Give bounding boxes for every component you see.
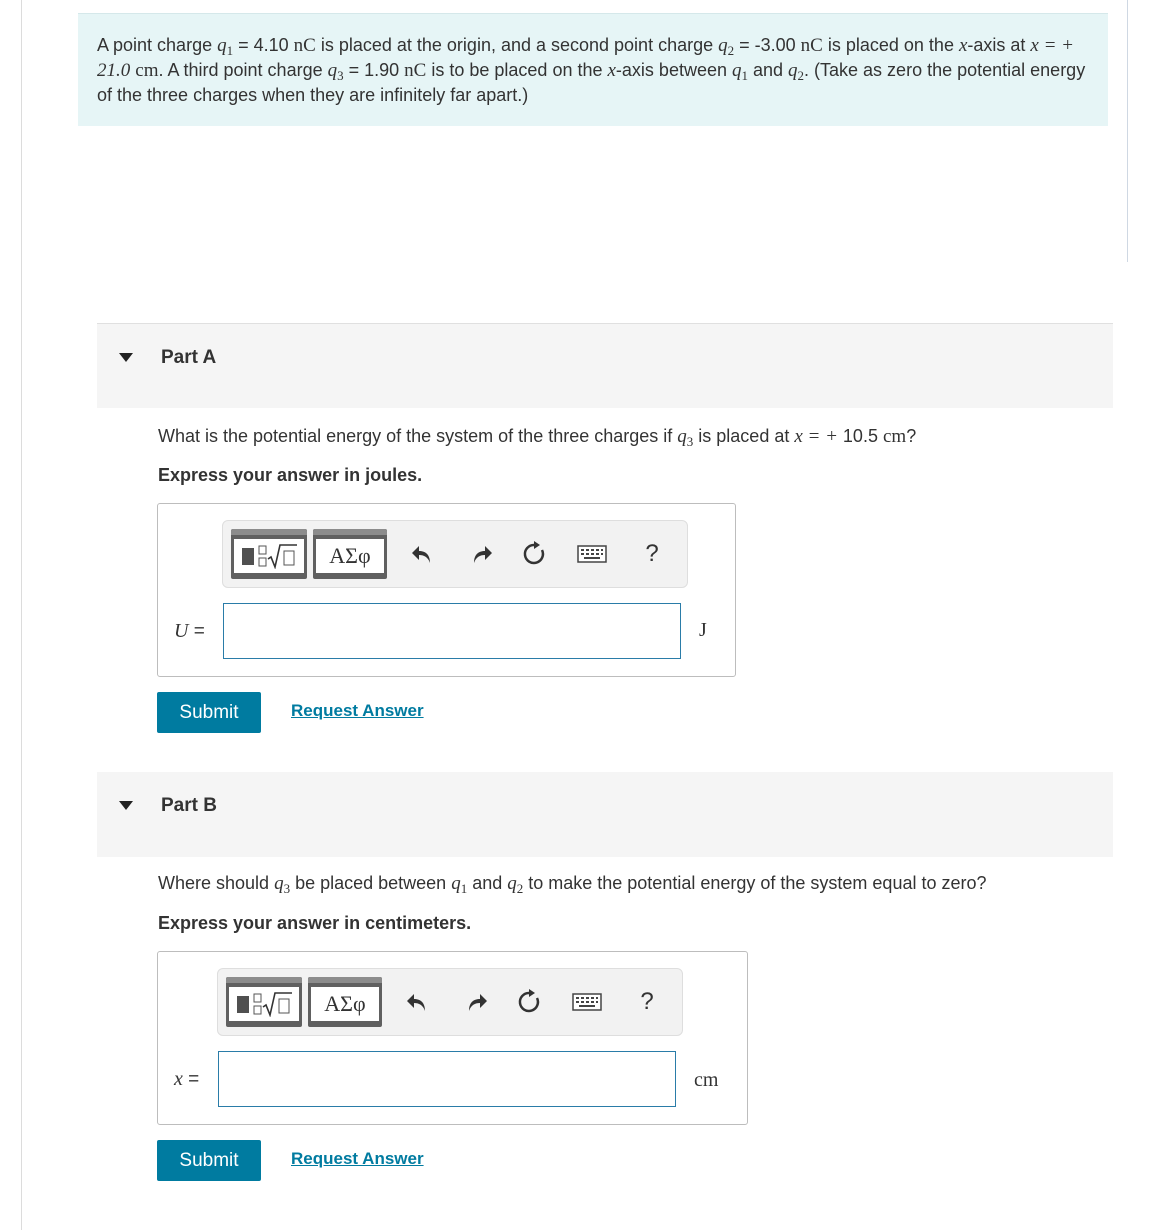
reset-icon[interactable] <box>519 539 549 569</box>
part-a-title: Part A <box>161 347 217 368</box>
math-toolbar <box>217 968 683 1036</box>
math-toolbar <box>222 520 688 588</box>
answer-input[interactable] <box>223 603 681 659</box>
greek-symbols-button[interactable]: ΑΣφ <box>308 977 382 1027</box>
keyboard-icon[interactable] <box>577 539 607 569</box>
request-answer-link[interactable]: Request Answer <box>291 1149 424 1168</box>
part-b-title: Part B <box>161 795 217 816</box>
answer-label: x = <box>174 1068 200 1090</box>
collapse-triangle-icon[interactable] <box>119 801 133 810</box>
submit-button[interactable]: Submit <box>157 692 261 733</box>
part-a-answer-box <box>157 503 736 677</box>
undo-icon[interactable] <box>407 539 437 569</box>
part-b-question: Where should $q_3$ be placed between $q_1$ and $q_2$ to make the potential energy of the system equal to zero? <box>158 873 987 896</box>
templates-button[interactable] <box>231 529 307 579</box>
radical-template-icon <box>253 991 293 1017</box>
part-b-instruction: Express your answer in centimeters. <box>158 913 472 933</box>
greek-symbols-button[interactable]: ΑΣφ <box>313 529 387 579</box>
help-icon[interactable]: ? <box>645 540 659 567</box>
answer-input[interactable] <box>218 1051 676 1107</box>
request-answer-link[interactable]: Request Answer <box>291 701 424 720</box>
part-b-header[interactable] <box>97 772 1113 857</box>
redo-icon[interactable] <box>467 539 497 569</box>
keyboard-icon[interactable] <box>572 987 602 1017</box>
part-a-question: What is the potential energy of the system of the three charges if $q_3$ is placed at x = + 10.5 cm? <box>158 426 917 449</box>
undo-icon[interactable] <box>402 987 432 1017</box>
help-icon[interactable]: ? <box>640 988 654 1015</box>
redo-icon[interactable] <box>462 987 492 1017</box>
problem-statement: A point charge $q_1 = 4.10$ nC is placed at the origin, and a second point charge $q_2 = -3.00$ nC is placed on the x-axis at x = + 21.0 cm. A third point charge $q_3 = 1.90$ nC is to be placed on the x-axis between $q_1$ and $q_2$. (Take as zero the potential energy of the three charges when they are infinitely far apart.) <box>78 13 1108 126</box>
reset-icon[interactable] <box>514 987 544 1017</box>
part-a-header[interactable] <box>97 323 1113 408</box>
radical-template-icon <box>258 543 298 569</box>
answer-unit: cm <box>694 1069 719 1091</box>
collapse-triangle-icon[interactable] <box>119 353 133 362</box>
part-a-instruction: Express your answer in joules. <box>158 465 423 485</box>
answer-label: U = <box>174 620 205 642</box>
left-divider <box>21 0 22 1230</box>
submit-button[interactable]: Submit <box>157 1140 261 1181</box>
right-divider <box>1127 0 1128 262</box>
answer-unit: J <box>699 619 707 641</box>
part-b-answer-box <box>157 951 748 1125</box>
templates-button[interactable] <box>226 977 302 1027</box>
